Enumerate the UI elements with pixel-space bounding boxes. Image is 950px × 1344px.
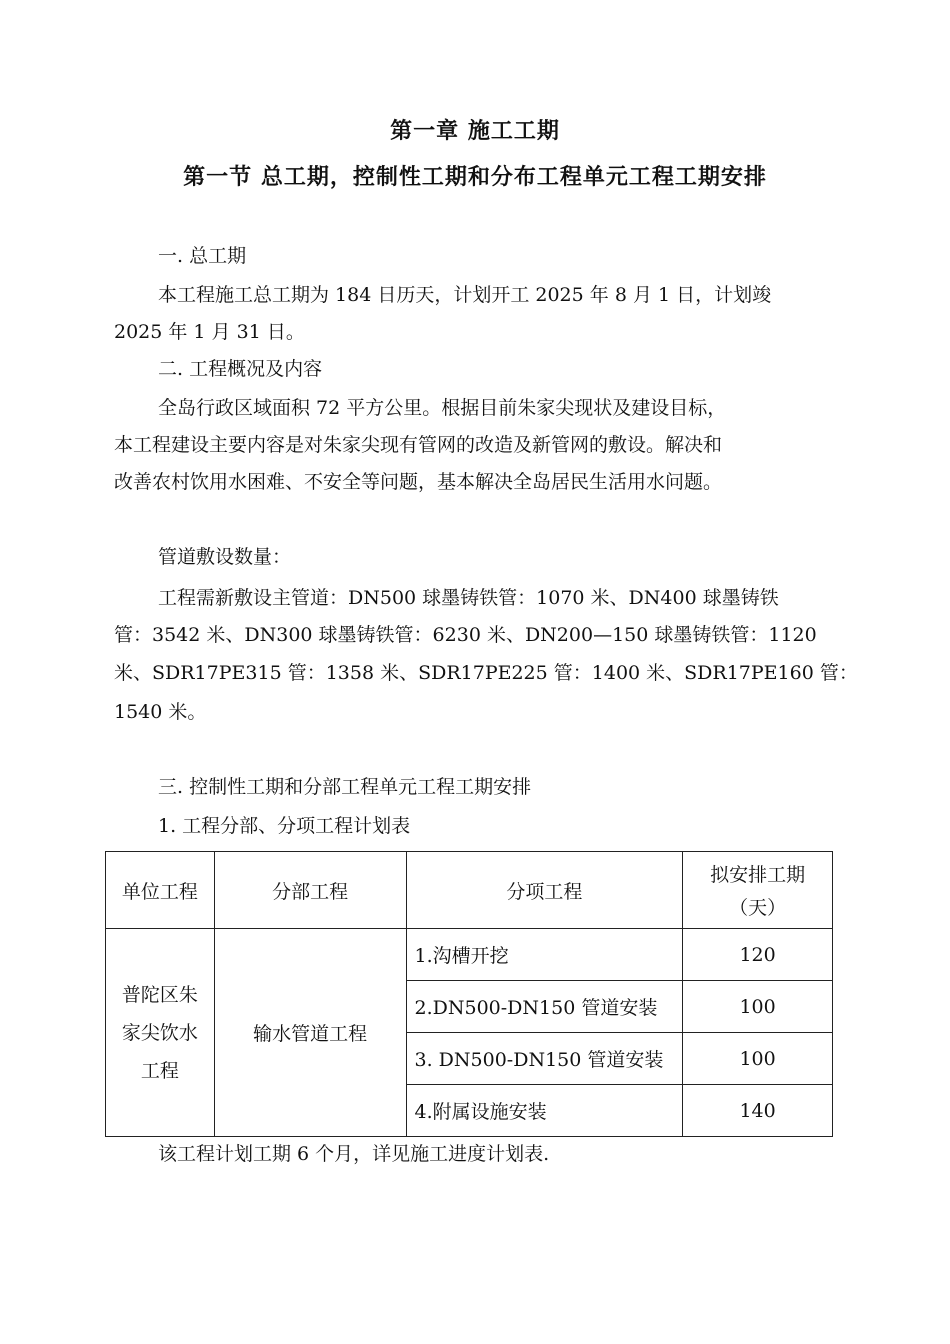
schedule-note: 该工程计划工期 6 个月，详见施工进度计划表. [158, 1143, 550, 1165]
unit-project-line: 工程 [140, 1059, 179, 1082]
heading-pipe-quantity: 管道敷设数量： [158, 546, 292, 568]
plan-table [105, 851, 833, 1137]
header-item: 分项工程 [406, 852, 683, 929]
paragraph-pipe-line: 米、SDR17PE315 管：1358 米、SDR17PE225 管：1400 米、SDR17PE160 管： [114, 662, 858, 684]
paragraph-overview-line: 改善农村饮用水困难、不安全等问题，基本解决全岛居民生活用水问题。 [114, 471, 723, 493]
cell-days: 100 [683, 1033, 833, 1085]
cell-days: 120 [683, 929, 833, 981]
heading-total-period: 一. 总工期 [158, 245, 247, 267]
paragraph-pipe-line: 1540 米。 [114, 701, 207, 723]
paragraph-overview-line: 本工程建设主要内容是对朱家尖现有管网的改造及新管网的敷设。解决和 [114, 434, 723, 456]
header-division: 分部工程 [214, 852, 406, 929]
paragraph-overview-line: 全岛行政区域面积 72 平方公里。根据目前朱家尖现状及建设目标， [158, 397, 727, 419]
heading-overview: 二. 工程概况及内容 [158, 358, 323, 380]
heading-schedule: 三. 控制性工期和分部工程单元工程工期安排 [158, 776, 532, 798]
paragraph-pipe-line: 管：3542 米、DN300 球墨铸铁管：6230 米、DN200—150 球墨铸铁管：1120 [114, 624, 817, 646]
cell-days: 100 [683, 981, 833, 1033]
header-duration-line: 拟安排工期 [710, 864, 806, 886]
cell-division: 输水管道工程 [214, 929, 406, 1137]
header-duration [683, 852, 833, 929]
cell-days: 140 [683, 1085, 833, 1137]
unit-project-line: 普陀区朱 [121, 983, 198, 1006]
table-header-row [106, 852, 833, 929]
paragraph-pipe-line: 工程需新敷设主管道：DN500 球墨铸铁管：1070 米、DN400 球墨铸铁 [158, 587, 779, 609]
paragraph-total-period-line: 2025 年 1 月 31 日。 [114, 321, 305, 343]
chapter-title: 第一章 施工工期 [390, 119, 560, 144]
cell-item: 1.沟槽开挖 [406, 929, 683, 981]
cell-item: 3. DN500-DN150 管道安装 [406, 1033, 683, 1085]
section-title: 第一节 总工期，控制性工期和分布工程单元工程工期安排 [183, 165, 767, 190]
header-unit: 单位工程 [106, 852, 215, 929]
header-duration-unit: （天） [729, 897, 787, 919]
subheading-plan-table: 1. 工程分部、分项工程计划表 [158, 815, 411, 837]
cell-unit-project [106, 929, 215, 1137]
table-row [106, 929, 833, 981]
paragraph-total-period-line: 本工程施工总工期为 184 日历天，计划开工 2025 年 8 月 1 日，计划竣 [158, 284, 772, 306]
cell-item: 2.DN500-DN150 管道安装 [406, 981, 683, 1033]
unit-project-line: 家尖饮水 [121, 1021, 198, 1044]
cell-item: 4.附属设施安装 [406, 1085, 683, 1137]
